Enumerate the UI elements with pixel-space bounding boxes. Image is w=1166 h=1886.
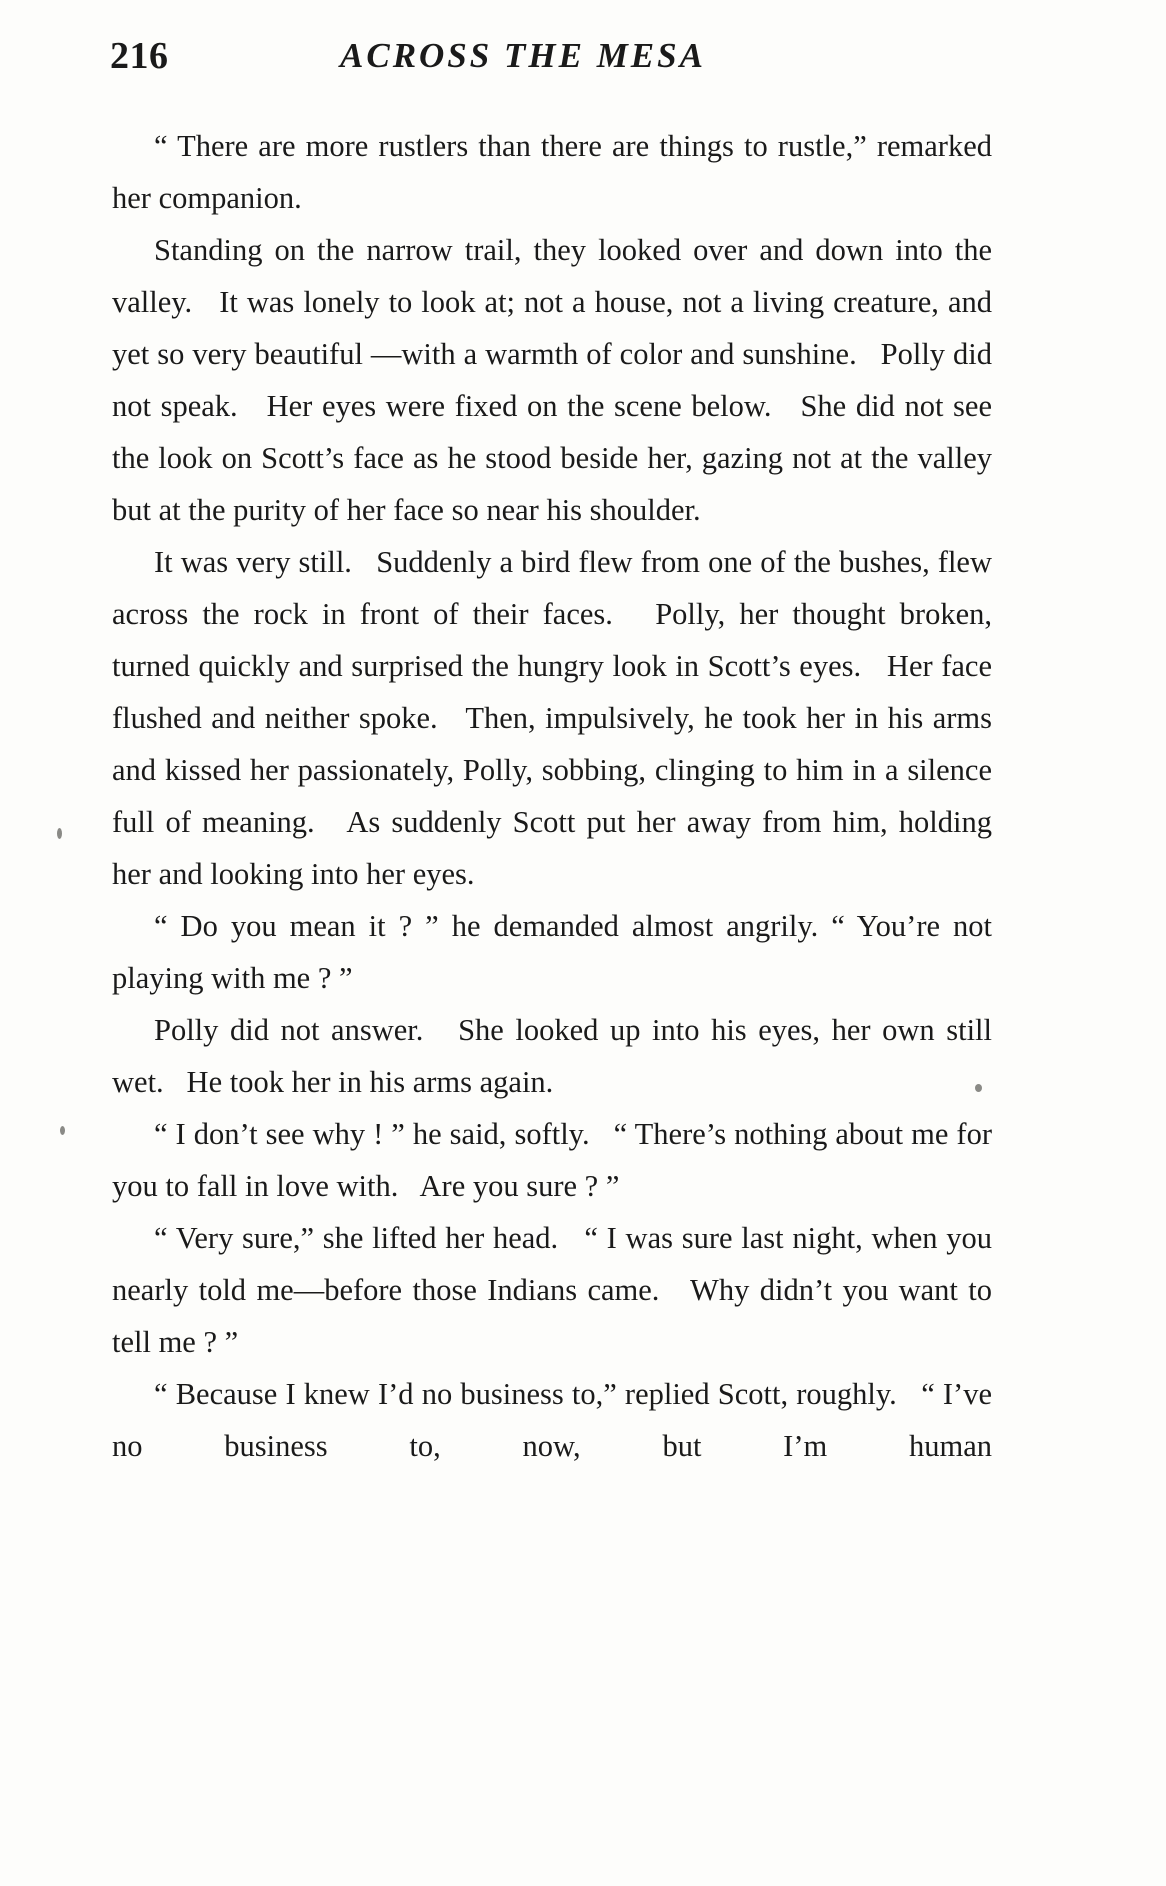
paper-speck (60, 1126, 65, 1135)
paragraph: “ Very sure,” she lifted her head. “ I was sure last night, when you nearly told me—before those Indians came. Why didn’t you want to tell me ? ” (112, 1221, 992, 1359)
paragraph: “ Because I knew I’d no business to,” replied Scott, roughly. “ I’ve no business to, now, but I’m human (112, 1377, 992, 1463)
paragraph: “ There are more rustlers than there are things to rustle,” remarked her companion. (112, 129, 992, 215)
page-body (112, 120, 992, 1472)
running-title: ACROSS THE MESA (340, 36, 706, 75)
page-header (110, 34, 870, 88)
paragraph: Polly did not answer. She looked up into his eyes, her own still wet. He took her in his arms again. (112, 1013, 992, 1099)
paragraph: “ Do you mean it ? ” he demanded almost angrily. “ You’re not playing with me ? ” (112, 909, 992, 995)
paper-speck (57, 828, 62, 839)
paragraph: Standing on the narrow trail, they looked over and down into the valley. It was lonely to look at; not a house, not a living creature, and yet so very beautiful —with a warmth of color and sunshine. Polly did not speak. Her eyes were fixed on the scene below. She did not see the look on Scott’s face as he stood beside her, gazing not at the valley but at the purity of her face so near his shoulder. (112, 233, 992, 527)
paragraph: “ I don’t see why ! ” he said, softly. “ There’s nothing about me for you to fall in love with. Are you sure ? ” (112, 1117, 992, 1203)
page-number: 216 (110, 35, 169, 77)
paper-speck (975, 1084, 982, 1092)
paragraph: It was very still. Suddenly a bird flew from one of the bushes, flew across the rock in front of their faces. Polly, her thought broken, turned quickly and surprised the hungry look in Scott’s eyes. Her face flushed and neither spoke. Then, impulsively, he took her in his arms and kissed her passionately, Polly, sobbing, clinging to him in a silence full of meaning. As suddenly Scott put her away from him, holding her and looking into her eyes. (112, 545, 992, 891)
